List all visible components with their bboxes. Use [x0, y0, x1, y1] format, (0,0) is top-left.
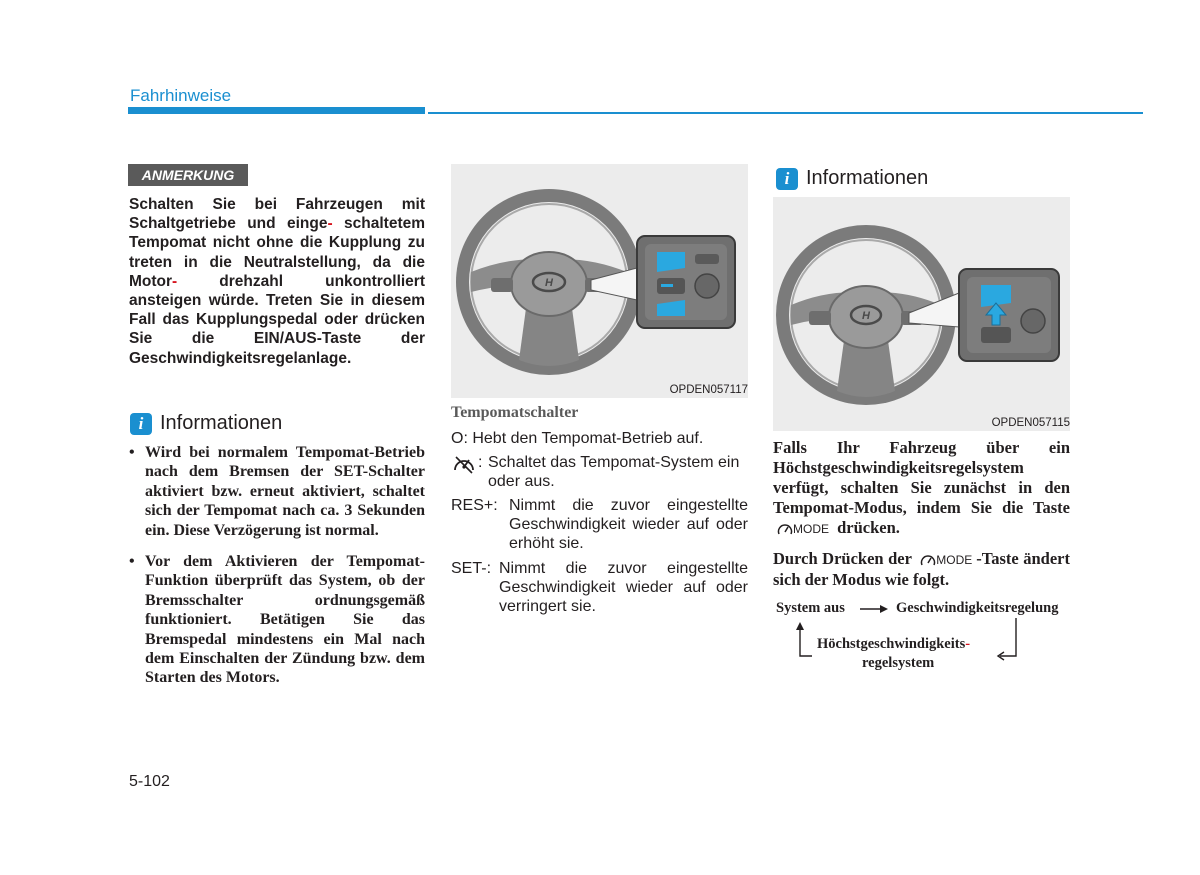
info-heading-right: [776, 167, 928, 190]
note-line: schaltetem Tempomat nicht ohne: [129, 215, 426, 252]
limiter-text: -Taste ändert sich der Modus wie folgt.: [773, 549, 1071, 590]
speed-limiter-text: [773, 438, 1070, 590]
switch-desc: Nimmt die zuvor eingestellte Geschwindigkeit wieder auf oder verringert sie.: [499, 560, 748, 615]
note-line: mit Schaltgetriebe und einge: [129, 196, 425, 233]
hyphen-mark: -: [965, 636, 971, 652]
flow-limiter-line2: regelsystem: [862, 655, 935, 671]
note-line: Fall das Kupplungspedal oder: [129, 311, 358, 329]
flow-cruise: Geschwindigkeitsregelung: [896, 600, 1059, 616]
note-badge: ANMERKUNG: [128, 164, 248, 186]
speedometer-icon: [777, 522, 793, 536]
switch-desc: Schaltet das Tempomat-System ein oder aus.: [488, 454, 740, 490]
speedometer-icon: [920, 553, 936, 567]
figure-code: OPDEN057117: [669, 384, 748, 396]
flow-system-off: System aus: [776, 600, 845, 616]
note-body: [129, 195, 425, 368]
cruise-icon: [452, 453, 476, 475]
mode-button-icon: [920, 550, 972, 570]
info-bullet: • Wird bei normalem Tempomat-Betrieb nach dem Bremsen der SET-Schalter aktiviert bzw. erneut aktiviert, schaltet sich der Tempomat nach ca. 3 Sekunden ein. Diese Verzögerung ist normal.: [129, 443, 425, 540]
switch-key: O:: [451, 430, 468, 447]
svg-text:H: H: [545, 277, 553, 289]
steering-wheel-figure-left: [451, 164, 748, 398]
note-line: Geschwindigkeitsregelanlage.: [129, 349, 352, 367]
note-line: die Kupplung zu treten in die: [129, 234, 425, 271]
limiter-text: Falls Ihr Fahrzeug über ein Höchstgeschwindigkeitsregelsystem verfügt, schalten Sie zunächst in den Tempomat-Modus, indem Sie die Taste: [773, 438, 1070, 517]
note-line: drücken Sie die EIN/AUS-Taste der: [129, 311, 425, 348]
cruise-switch-title: Tempomatschalter: [451, 404, 579, 421]
mode-label: MODE: [936, 553, 973, 568]
steering-wheel-figure-right: [773, 197, 1070, 431]
hyphen-mark: -: [172, 272, 178, 290]
figure-code: OPDEN057115: [991, 417, 1070, 429]
note-line: drehzahl unkontrolliert ansteigen: [129, 272, 425, 310]
section-title: Fahrhinweise: [130, 86, 232, 105]
info-icon: i: [130, 413, 152, 435]
mode-button-icon: [777, 519, 829, 539]
steering-wheel-mode-button-illustration: [773, 197, 1070, 431]
arrow-line: [1000, 618, 1016, 656]
info-icon: i: [776, 168, 798, 190]
limiter-paragraph-2: [773, 549, 1070, 590]
note-line: Schalten Sie bei Fahrzeugen: [129, 196, 383, 213]
limiter-paragraph-1: [773, 438, 1070, 539]
switch-item-onoff: [451, 453, 748, 493]
arrow-head: [880, 605, 888, 613]
info-heading-text: Informationen: [160, 412, 283, 434]
header-rule: [428, 112, 1143, 114]
switch-key: :: [478, 454, 483, 471]
mode-label: MODE: [793, 522, 829, 537]
switch-item-cancel: [451, 429, 703, 448]
switch-item-resume: [451, 496, 748, 556]
switch-desc: Nimmt die zuvor eingestellte Geschwindigkeit wieder auf oder erhöht sie.: [509, 497, 748, 552]
switch-item-set: [451, 559, 748, 619]
flow-arrows: [790, 598, 1030, 662]
page-number: 5-102: [129, 773, 170, 790]
limiter-text: drücken.: [837, 518, 900, 537]
switch-key: SET-:: [451, 560, 492, 577]
flow-limiter-text: Höchstgeschwindigkeits: [817, 636, 966, 652]
switch-key: RES+:: [451, 497, 498, 514]
info-heading-text: Informationen: [806, 167, 929, 189]
switch-desc: Hebt den Tempomat-Betrieb auf.: [472, 430, 704, 447]
limiter-text: Durch Drücken der: [773, 549, 912, 569]
svg-text:H: H: [862, 310, 870, 322]
note-line: würde. Treten Sie in diesem: [208, 292, 425, 310]
info-heading-left: [130, 412, 282, 435]
note-line: Neutralstellung, da die Motor: [129, 253, 425, 290]
hyphen-mark: -: [327, 215, 333, 233]
arrow-head: [796, 622, 804, 630]
steering-wheel-cruise-switch-illustration: [451, 164, 748, 398]
header-rule-accent: [128, 107, 425, 114]
info-bullet-list: [129, 443, 425, 700]
info-bullet: • Vor dem Aktivieren der Tempomat-Funktion überprüft das System, ob der Bremsschalter ordnungsgemäß funktioniert. Betätigen Sie das Bremspedal mindestens ein Mal nach dem Einschalten der Zündung bzw. dem Starten des Motors.: [129, 552, 425, 688]
